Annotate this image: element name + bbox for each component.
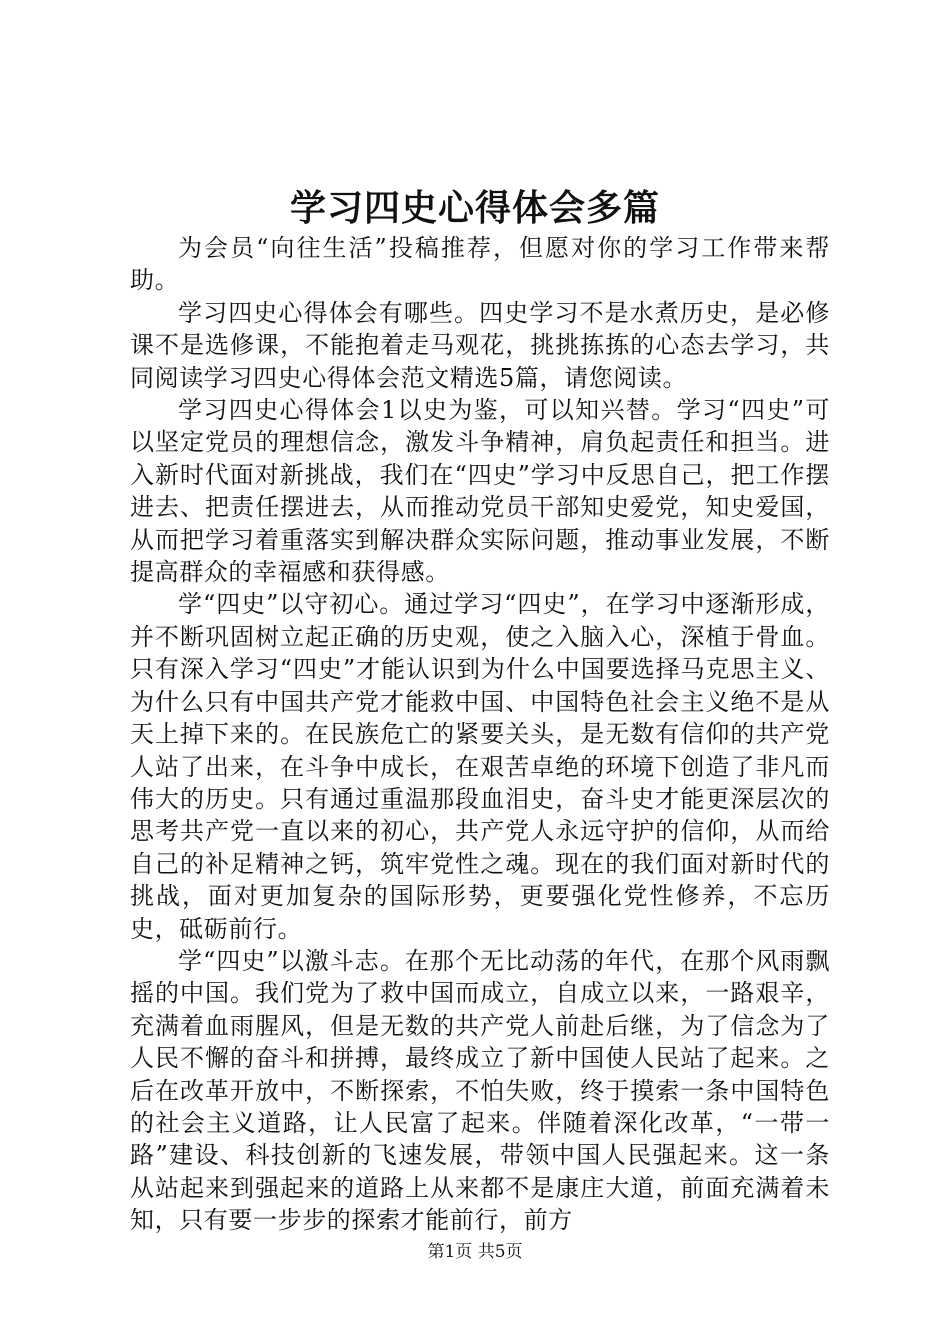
paragraph-inspire-fighting-spirit: 学“四史”以激斗志。在那个无比动荡的年代，在那个风雨飘摇的中国。我们党为了救中国而成立，自成立以来，一路艰辛，充满着血雨腥风，但是无数的共产党人前赴后继，为了信念为了人民不懈的奋斗和拼搏，最终成立了新中国使人民站了起来。之后在改革开放中，不断探索，不怕失败，终于摸索一条中国特色的社会主义道路，让人民富了起来。伴随着深化改革，“一带一路”建设、科技创新的飞速发展，带领中国人民强起来。这一条从站起来到强起来的道路上从来都不是康庄大道，前面充满着未知，只有要一步步的探索才能前行，前方 bbox=[130, 946, 830, 1235]
document-title: 学习四史心得体会多篇 bbox=[289, 187, 660, 229]
paragraph-essay-1: 学习四史心得体会1以史为鉴，可以知兴替。学习“四史”可以坚定党员的理想信念，激发斗争精神，肩负起责任和担当。进入新时代面对新挑战，我们在“四史”学习中反思自己，把工作摆进去、把责任摆进去，从而推动党员干部知史爱党，知史爱国，从而把学习着重落实到解决群众实际问题，推动事业发展，不断提高群众的幸福感和获得感。 bbox=[130, 396, 830, 587]
paragraph-intro: 为会员“向往生活”投稿推荐，但愿对你的学习工作带来帮助。 bbox=[130, 234, 830, 295]
document-body bbox=[130, 232, 830, 1237]
paragraph-keep-original-aspiration: 学“四史”以守初心。通过学习“四史”，在学习中逐渐形成，并不断巩固树立起正确的历史观，使之入脑入心，深植于骨血。只有深入学习“四史”才能认识到为什么中国要选择马克思主义、为什么只有中国共产党才能救中国、中国特色社会主义绝不是从天上掉下来的。在民族危亡的紧要关头，是无数有信仰的共产党人站了出来，在斗争中成长，在艰苦卓绝的环境下创造了非凡而伟大的历史。只有通过重温那段血泪史，奋斗史才能更深层次的思考共产党一直以来的初心，共产党人永远守护的信仰，从而给自己的补足精神之钙，筑牢党性之魂。现在的我们面对新时代的挑战，面对更加复杂的国际形势，更要强化党性修养，不忘历史，砥砺前行。 bbox=[130, 590, 830, 943]
page-footer: 第1页 共5页 bbox=[427, 1242, 523, 1262]
paragraph-overview: 学习四史心得体会有哪些。四史学习不是水煮历史，是必修课不是选修课，不能抱着走马观花，挑挑拣拣的心态去学习，共同阅读学习四史心得体会范文精选5篇，请您阅读。 bbox=[130, 298, 830, 392]
